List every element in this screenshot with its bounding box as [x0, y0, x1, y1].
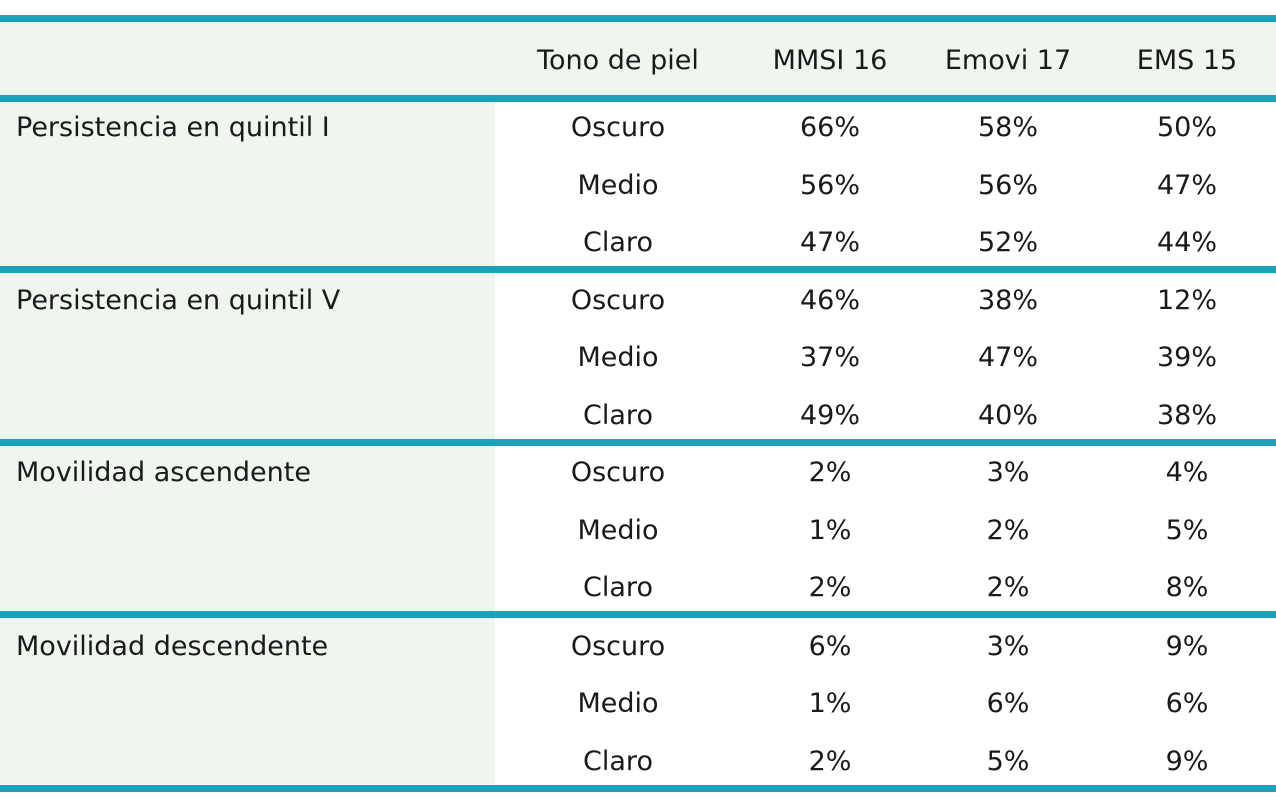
table-bottom-rule — [0, 785, 1276, 792]
value-cell: 1% — [808, 688, 852, 719]
value-cell: 56% — [799, 170, 860, 201]
tone-cell: Medio — [577, 688, 659, 719]
value-cell: 39% — [1156, 342, 1217, 373]
tone-cell: Claro — [583, 400, 653, 431]
tone-cell: Claro — [583, 572, 653, 603]
value-cell: 46% — [799, 285, 860, 316]
group-rule — [0, 266, 1276, 273]
tone-cell: Oscuro — [570, 112, 666, 143]
header-emovi: Emovi 17 — [944, 45, 1072, 76]
value-cell: 47% — [977, 342, 1038, 373]
value-cell: 50% — [1156, 112, 1217, 143]
group-label: Persistencia en quintil I — [16, 112, 330, 143]
tone-cell: Oscuro — [570, 631, 666, 662]
value-cell: 2% — [808, 572, 852, 603]
group-label: Persistencia en quintil V — [16, 285, 341, 316]
value-cell: 2% — [986, 572, 1030, 603]
tone-cell: Claro — [583, 227, 653, 258]
group-rule — [0, 611, 1276, 618]
value-cell: 58% — [977, 112, 1038, 143]
value-cell: 3% — [986, 631, 1030, 662]
value-cell: 5% — [1165, 515, 1209, 546]
value-cell: 38% — [977, 285, 1038, 316]
tone-cell: Medio — [577, 515, 659, 546]
value-cell: 52% — [977, 227, 1038, 258]
value-cell: 6% — [808, 631, 852, 662]
value-cell: 40% — [977, 400, 1038, 431]
value-cell: 8% — [1165, 572, 1209, 603]
header-tone: Tono de piel — [537, 45, 699, 76]
tone-cell: Oscuro — [570, 285, 666, 316]
value-cell: 38% — [1156, 400, 1217, 431]
value-cell: 6% — [986, 688, 1030, 719]
header-rule — [0, 95, 1276, 102]
value-cell: 1% — [808, 515, 852, 546]
group-label: Movilidad descendente — [16, 631, 329, 662]
group-label: Movilidad ascendente — [16, 457, 311, 488]
value-cell: 12% — [1156, 285, 1217, 316]
value-cell: 4% — [1165, 457, 1209, 488]
header-ems: EMS 15 — [1136, 45, 1238, 76]
header-mmsi: MMSI 16 — [772, 45, 888, 76]
value-cell: 6% — [1165, 688, 1209, 719]
tone-cell: Medio — [577, 342, 659, 373]
tone-cell: Oscuro — [570, 457, 666, 488]
value-cell: 2% — [986, 515, 1030, 546]
table-top-rule — [0, 15, 1276, 22]
value-cell: 2% — [808, 457, 852, 488]
value-cell: 49% — [799, 400, 860, 431]
value-cell: 47% — [799, 227, 860, 258]
value-cell: 66% — [799, 112, 860, 143]
value-cell: 56% — [977, 170, 1038, 201]
value-cell: 9% — [1165, 631, 1209, 662]
group-rule — [0, 439, 1276, 446]
value-cell: 47% — [1156, 170, 1217, 201]
value-cell: 9% — [1165, 746, 1209, 777]
value-cell: 44% — [1156, 227, 1217, 258]
value-cell: 5% — [986, 746, 1030, 777]
value-cell: 3% — [986, 457, 1030, 488]
value-cell: 37% — [799, 342, 860, 373]
tone-cell: Claro — [583, 746, 653, 777]
value-cell: 2% — [808, 746, 852, 777]
tone-cell: Medio — [577, 170, 659, 201]
